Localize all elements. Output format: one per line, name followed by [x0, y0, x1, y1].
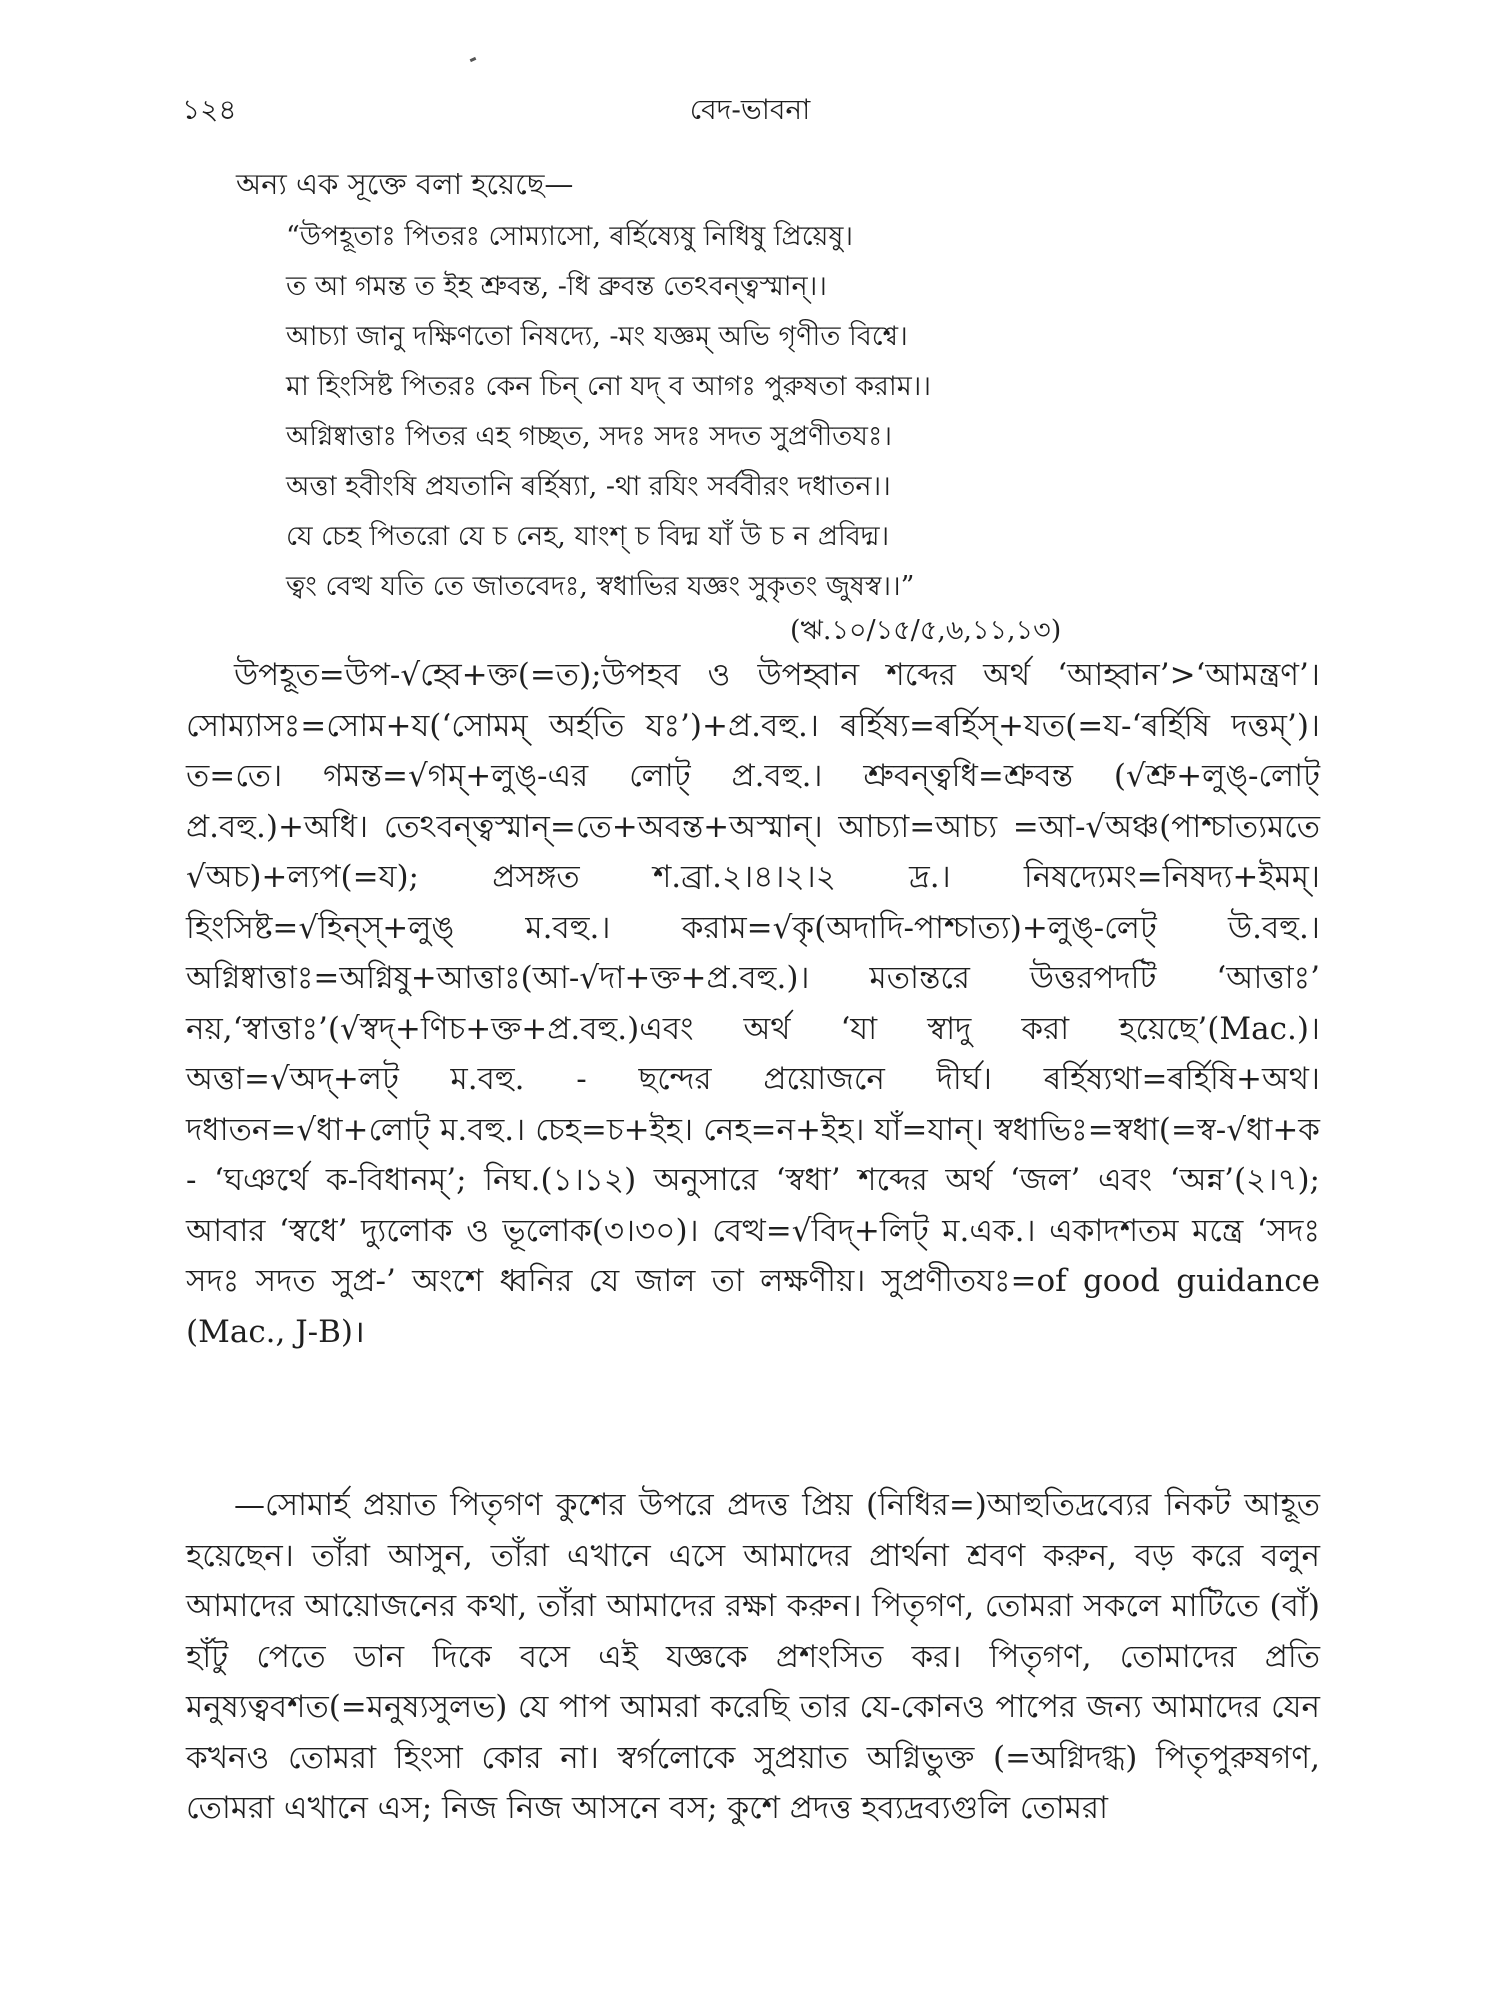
translation-paragraph: —সোমার্হ প্রয়াত পিতৃগণ কুশের উপরে প্রদত্ত প্রিয় (নিধির=)আহুতিদ্রব্যের নিকট আহূত হয়েছেন। তাঁরা আসুন, তাঁরা এখানে এসে আমাদের প্রার্থনা শ্রবণ করুন, বড় করে বলুন আমাদের আয়োজনের কথা, তাঁরা আমাদের রক্ষা করুন। পিতৃগণ, তোমরা সকলে মাটিতে (বাঁ) হাঁটু পেতে ডান দিকে বসে এই যজ্ঞকে প্রশংসিত কর। পিতৃগণ, তোমাদের প্রতি মনুষ্যত্ববশত(=মনুষ্যসুলভ) যে পাপ আমরা করেছি তার যে-কোনও পাপের জন্য আমাদের যেন কখনও তোমরা হিংসা কোর না। স্বর্গলোকে সুপ্রয়াত অগ্নিভুক্ত (=অগ্নিদগ্ধ) পিতৃপুরুষগণ, তোমরা এখানে এস; নিজ নিজ আসনে বস; কুশে প্রদত্ত হব্যদ্রব্যগুলি তোমরা: [186, 1487, 1320, 1826]
verse-line: যে চেহ পিতরো যে চ নেহ, যাংশ্ চ বিদ্ম যাঁ উ চ ন প্রবিদ্ম।: [286, 521, 890, 552]
running-title: বেদ-ভাবনা: [689, 93, 811, 126]
intro-line: অন্য এক সূক্তে বলা হয়েছে—: [236, 167, 574, 201]
verse-line: আচ্যা জানু দক্ষিণতো নিষদ্যে, -মং যজ্ঞম্ অভি গৃণীত বিশ্বে।: [286, 321, 908, 352]
page-number: ১২৪: [182, 93, 237, 126]
verse-line: ত্বং বেত্থ যতি তে জাতবেদঃ, স্বধাভির যজ্ঞং সুকৃতং জুষস্ব।।”: [286, 571, 915, 602]
verse-line: “উপহূতাঃ পিতরঃ সোম্যাসো, ৰর্হিষ্যেষু নিধিষু প্রিয়েষু।: [286, 221, 853, 252]
verse-line: অত্তা হবীংষি প্রযতানি ৰর্হিষ্যা, -থা রযিং সর্ববীরং দধাতন।।: [286, 471, 891, 502]
verse-citation: (ঋ.১০/১৫/৫,৬,১১,১৩): [790, 615, 1062, 646]
grammatical-notes-paragraph: উপহূত=উপ-√হ্বে+ক্ত(=ত);উপহব ও উপহ্বান শব্দের অর্থ ‘আহ্বান’>‘আমন্ত্রণ’। সোম্যাসঃ=সোম+য(‘সোমম্ অর্হতি যঃ’)+প্র.বহু.। ৰর্হিষ্য=ৰর্হিস্+যত(=য-‘ৰর্হিষি দত্তম্’)। ত=তে। গমন্ত=√গম্+লুঙ্-এর লোট্ প্র.বহু.। শ্রুবন্ত্বধি=শ্রুবন্ত (√শ্রু+লুঙ্-লোট্ প্র.বহু.)+অধি। তেঽবন্ত্বস্মান্=তে+অবন্ত+অস্মান্। আচ্যা=আচ্য =আ-√অঞ্চ(পাশ্চাত্যমতে √অচ)+ল্যপ(=য); প্রসঙ্গত শ.ব্রা.২।৪।২।২ দ্র.। নিষদ্যেমং=নিষদ্য+ইমম্। হিংসিষ্ট=√হিন্স্+লুঙ্ ম.বহু.। করাম=√কৃ(অদাদি-পাশ্চাত্য)+লুঙ্-লেট্ উ.বহু.। অগ্নিষ্বাত্তাঃ=অগ্নিষু+আত্তাঃ(আ-√দা+ক্ত+প্র.বহু.)। মতান্তরে উত্তরপদটি ‘আত্তাঃ’ নয়,‘স্বাত্তাঃ’(√স্বদ্+ণিচ+ক্ত+প্র.বহু.)এবং অর্থ ‘যা স্বাদু করা হয়েছে’(Mac.)। অত্তা=√অদ্+লট্ ম.বহু. - ছন্দের প্রয়োজনে দীর্ঘ। ৰর্হিষ্যথা=ৰর্হিষি+অথ। দধাতন=√ধা+লোট্ ম.বহু.। চেহ=চ+ইহ। নেহ=ন+ইহ। যাঁ=যান্। স্বধাভিঃ=স্বধা(=স্ব-√ধা+ক - ‘ঘঞর্থে ক-বিধানম্’; নিঘ.(১।১২) অনুসারে ‘স্বধা’ শব্দের অর্থ ‘জল’ এবং ‘অন্ন’(২।৭); আবার ‘স্বধে’ দ্যুলোক ও ভূলোক(৩।৩০)। বেত্থ=√বিদ্+লিট্ ম.এক.। একাদশতম মন্ত্রে ‘সদঃ সদঃ সদত সুপ্র-’ অংশে ধ্বনির যে জাল তা লক্ষণীয়। সুপ্রণীতযঃ=of good guidance (Mac., J-B)।: [186, 657, 1320, 1350]
verse-line: মা হিংসিষ্ট পিতরঃ কেন চিন্ নো যদ্ ব আগঃ পুরুষতা করাম।।: [286, 371, 931, 402]
verse-block: [286, 212, 931, 612]
ink-speck: [470, 57, 477, 62]
verse-line: অগ্নিষ্বাত্তাঃ পিতর এহ গচ্ছত, সদঃ সদঃ সদত সুপ্রণীতযঃ।: [286, 421, 893, 452]
page-header: [0, 88, 1500, 128]
verse-line: ত আ গমন্ত ত ইহ শ্রুবন্ত, -ধি ব্রুবন্ত তেঽবন্ত্বস্মান্।।: [286, 271, 827, 302]
